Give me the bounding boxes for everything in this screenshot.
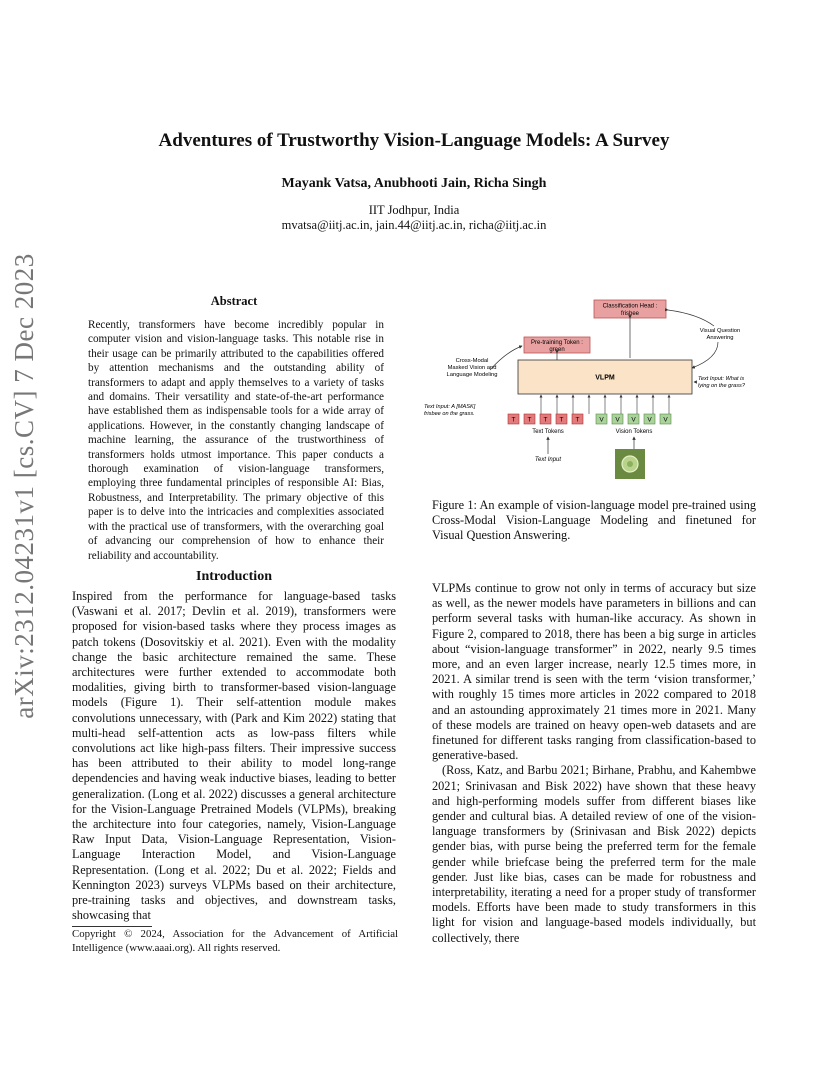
vision-tokens-label: Vision Tokens: [615, 429, 653, 435]
intro-paragraph-1: Inspired from the performance for language-based tasks (Vaswani et al. 2017; Devlin et al. 2019), transformers were proposed for vision-based tasks where they process images as patch tokens (Dosovitskiy et al. 2021). Even with the modality change the basic architecture remained the same. These architectures were further extended to accommodate both modalities, giving birth to transformer-based vision-language models (Figure 1). Their self-attention module makes convolutions unnecessary, with (Park and Kim 2022) stating that multi-head self-attention acts as low-pass filters while convolutions act like high-pass filters. Their impressive success has been attributed to their ability to model long-range dependencies and having weak inductive biases, leading to better generalization. (Long et al. 2022) discusses a general architecture for the Vision-Language Pretrained Models (VLPMs), breaking the architecture into four categories, namely, Vision-Language Raw Input Data, Vision-Language Representation, Vision-Language Interaction Model, and Vision-Language Representation. (Long et al. 2022; Du et al. 2022; Fields and Kennington 2023) surveys VLPMs based on their architecture, pre-training tasks and objectives, and downstream tasks, showcasing that: [72, 589, 396, 923]
text-tokens-label: Text Tokens: [532, 429, 564, 435]
emails: mvatsa@iitj.ac.in, jain.44@iitj.ac.in, richa@iitj.ac.in: [281, 218, 547, 232]
vision-token-2-letter: V: [615, 416, 620, 424]
paper-title: Adventures of Trustworthy Vision-Language Models: A Survey: [158, 130, 670, 151]
introduction-heading: Introduction: [196, 569, 272, 584]
cross-modal-label-2: Masked Vision and: [447, 365, 497, 371]
classification-head-label: Classification Head :: [602, 303, 658, 310]
vision-tokens: [596, 414, 671, 424]
arxiv-stamp: arXiv:2312.04231v1 [cs.CV] 7 Dec 2023: [9, 253, 39, 719]
cross-modal-label-1: Cross-Modal: [455, 358, 489, 364]
token-arrows: [541, 395, 669, 414]
text-token-5-letter: T: [575, 416, 580, 424]
copyright-footnote: Copyright © 2024, Association for the Advancement of Artificial Intelligence (www.aaai.org). All rights reserved.: [72, 928, 398, 954]
abstract-text: Recently, transformers have become incredibly popular in computer vision and vision-language tasks. This notable rise in their usage can be primarily attributed to the capabilities offered by attention mechanisms and the outstanding ability of transformers to adapt and apply themselves to a variety of tasks and domains. Their versatility and state-of-the-art performance have established them as indispensable tools for a wide array of applications. However, in the constantly changing landscape of machine learning, the assurance of the trustworthiness of transformers holds utmost importance. This paper conducts a thorough examination of vision-language transformers, employing three fundamental principles of responsible AI: Bias, Robustness, and Interpretability. The primary objective of this paper is to delve into the intricacies and complexities associated with the practical use of transformers, with the overarching goal of advancing our comprehension of how to enhance their reliability and accountability.: [88, 319, 384, 562]
text-input-mask-2: frisbee on the grass.: [424, 411, 475, 417]
text-token-4-letter: T: [559, 416, 564, 424]
abstract-heading: Abstract: [210, 294, 258, 308]
intro-paragraph-2: VLPMs continue to grow not only in terms of accuracy but size as well, as the newer models have parameters in billions and can perform several tasks with human-like accuracy. As shown in Figure 2, compared to 2018, there has been a big surge in articles about “vision-language transformer” in 2022, nearly 9.5 times more, and an even larger increase, nearly 12.5 times more, in 2021. A similar trend is seen with the term ‘vision transformer,’ with roughly 15 times more articles in 2022 compared to 2018 and an astounding approximately 21 times more in 2021. Many of these models are trained on heavy open-web datasets and are finetuned for different tasks ranging from classification-based to generative-based.: [432, 581, 756, 763]
text-token-3-letter: T: [543, 416, 548, 424]
footnote-rule: [72, 926, 152, 927]
vqa-label-1: Visual Question: [699, 328, 741, 334]
figure-1-diagram: [418, 296, 758, 486]
vqa-label-2: Answering: [706, 335, 734, 341]
pretraining-token-label: Pre-training Token :: [531, 340, 583, 346]
intro-paragraph-3: (Ross, Katz, and Barbu 2021; Birhane, Prabhu, and Kahembwe 2021; Srinivasan and Bisk 2022) have shown that these heavy and high-performing models suffer from different biases like gender and cultural bias. A detailed review of one of the vision-language transformers by (Srinivasan and Bisk 2022) depicts gender bias, with purse being the preferred term for the female gender while briefcase being the preferred term for the male gender. Just like bias, cases can be made for robustness and interpretability, iterating a need for a proper study of transformer models. Efforts have been made to study transformers in this light for vision and language-based models individually, but collectively, there: [432, 763, 756, 945]
frisbee-image: [615, 449, 645, 479]
pretraining-token-value: green: [549, 347, 565, 353]
text-input-mask-1: Text Input: A [MASK]: [424, 404, 476, 410]
affiliation-block: [72, 203, 756, 233]
authors: Mayank Vatsa, Anubhooti Jain, Richa Singh: [281, 176, 547, 191]
affiliation: IIT Jodhpur, India: [368, 203, 460, 217]
vision-token-3-letter: V: [631, 416, 636, 424]
left-column: [72, 589, 396, 923]
text-tokens: [508, 414, 583, 424]
text-input-question-2: lying on the grass?: [698, 383, 745, 389]
text-input-label: Text Input: [534, 457, 562, 463]
vlpm-label: VLPM: [595, 374, 615, 382]
text-token-2-letter: T: [527, 416, 532, 424]
cross-modal-label-3: Language Modeling: [446, 372, 498, 378]
vision-token-5-letter: V: [663, 416, 668, 424]
vision-token-1-letter: V: [599, 416, 604, 424]
text-input-question-1: Text Input: What is: [698, 376, 745, 382]
figure-1-caption: Figure 1: An example of vision-language model pre-trained using Cross-Modal Vision-Language Modeling and finetuned for Visual Question Answering.: [432, 498, 756, 543]
right-column: [432, 581, 756, 946]
vision-token-4-letter: V: [647, 416, 652, 424]
classification-head-value: frisbee: [620, 311, 640, 317]
text-token-1-letter: T: [511, 416, 516, 424]
